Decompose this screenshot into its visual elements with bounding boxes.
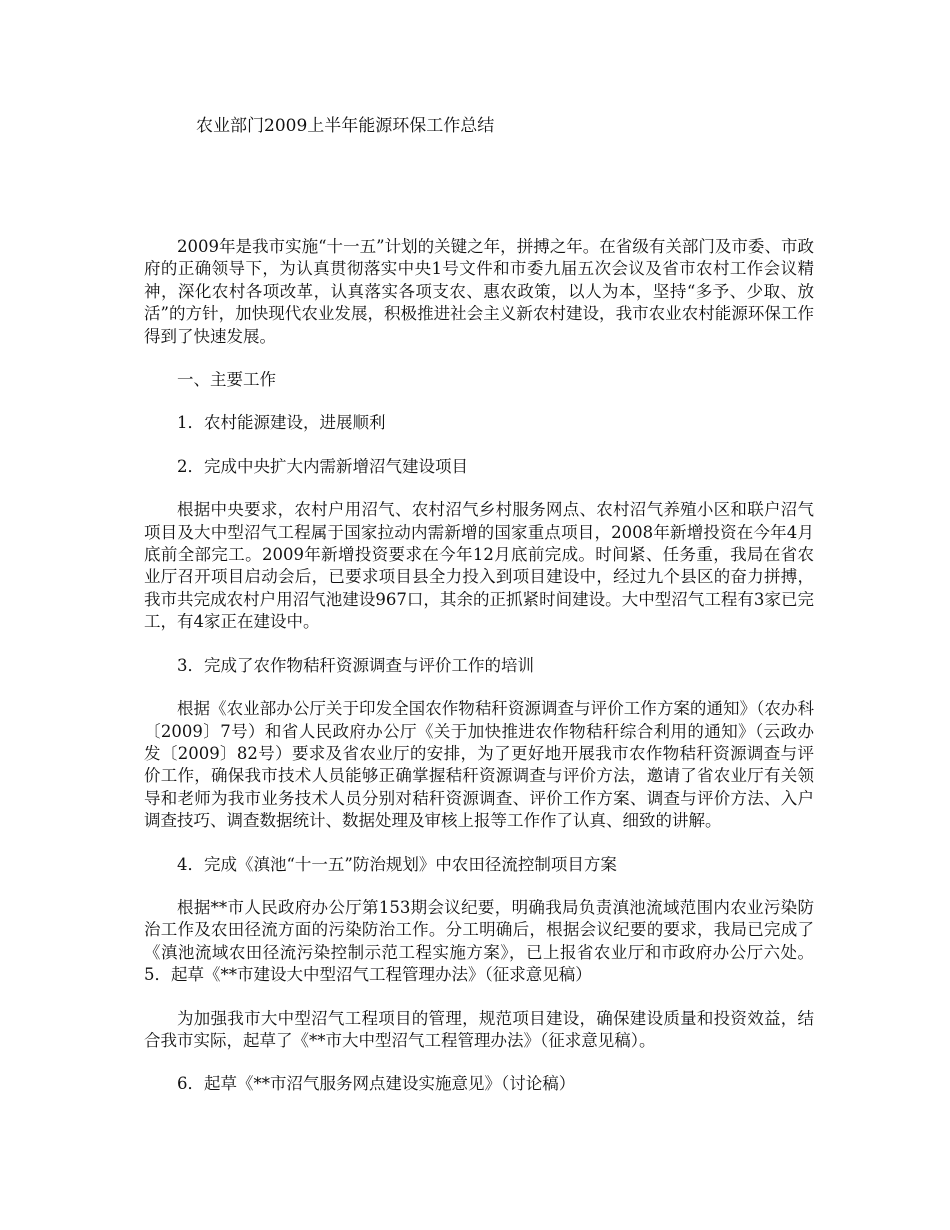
item-heading-2: 2．完成中央扩大内需新增沼气建设项目 <box>177 456 468 476</box>
item-heading-3: 3．完成了农作物秸秆资源调查与评价工作的培训 <box>177 655 534 675</box>
document-title: 农业部门2009上半年能源环保工作总结 <box>196 116 495 136</box>
item-paragraph-2: 根据中央要求，农村户用沼气、农村沼气乡村服务网点、农村沼气养殖小区和联户沼气项目及大中型沼气工程属于国家拉动内需新增的国家重点项目，2008年新增投资在今年4月底前全部完工。2009年新增投资要求在今年12月底前完成。时间紧、任务重，我局在省农业厅召开项目启动会后，已要求项目县全力投入到项目建设中，经过九个县区的奋力拼搏，我市共完成农村户用沼气池建设967口，其余的正抓紧时间建设。大中型沼气工程有3家已完工，有4家正在建设中。 <box>144 500 814 632</box>
item-paragraph-4: 根据**市人民政府办公厅第153期会议纪要，明确我局负责滇池流域范围内农业污染防治工作及农田径流方面的污染防治工作。分工明确后，根据会议纪要的要求，我局已完成了《滇池流域农田径流污染控制示范工程实施方案》，已上报省农业厅和市政府办公厅六处。5．起草《**市建设大中型沼气工程管理办法》（征求意见稿） <box>144 897 814 985</box>
item-paragraph-3: 根据《农业部办公厅关于印发全国农作物秸秆资源调查与评价工作方案的通知》（农办科〔2009〕7号）和省人民政府办公厅《关于加快推进农作物秸秆综合利用的通知》（云政办发〔2009〕82号）要求及省农业厅的安排，为了更好地开展我市农作物秸秆资源调查与评价工作，确保我市技术人员能够正确掌握秸秆资源调查与评价方法，邀请了省农业厅有关领导和老师为我市业务技术人员分别对秸秆资源调查、评价工作方案、调查与评价方法、入户调查技巧、调查数据统计、数据处理及审核上报等工作作了认真、细致的讲解。 <box>144 699 814 831</box>
item-heading-6: 6．起草《**市沼气服务网点建设实施意见》（讨论稿） <box>177 1074 576 1094</box>
section-heading-main-work: 一、主要工作 <box>177 370 276 390</box>
item-paragraph-5: 为加强我市大中型沼气工程项目的管理，规范项目建设，确保建设质量和投资效益，结合我市实际，起草了《**市大中型沼气工程管理办法》（征求意见稿）。 <box>144 1008 814 1050</box>
item-heading-1: 1．农村能源建设，进展顺利 <box>177 413 386 433</box>
item-heading-4: 4．完成《滇池“十一五”防治规划》中农田径流控制项目方案 <box>177 854 617 874</box>
intro-paragraph: 2009年是我市实施“十一五”计划的关键之年，拼搏之年。在省级有关部门及市委、市政府的正确领导下，为认真贯彻落实中央1号文件和市委九届五次会议及省市农村工作会议精神，深化农村各项改革，认真落实各项支农、惠农政策，以人为本，坚持“多予、少取、放活”的方针，加快现代农业发展，积极推进社会主义新农村建设，我市农业农村能源环保工作得到了快速发展。 <box>144 237 814 346</box>
document-body <box>144 236 814 1117</box>
